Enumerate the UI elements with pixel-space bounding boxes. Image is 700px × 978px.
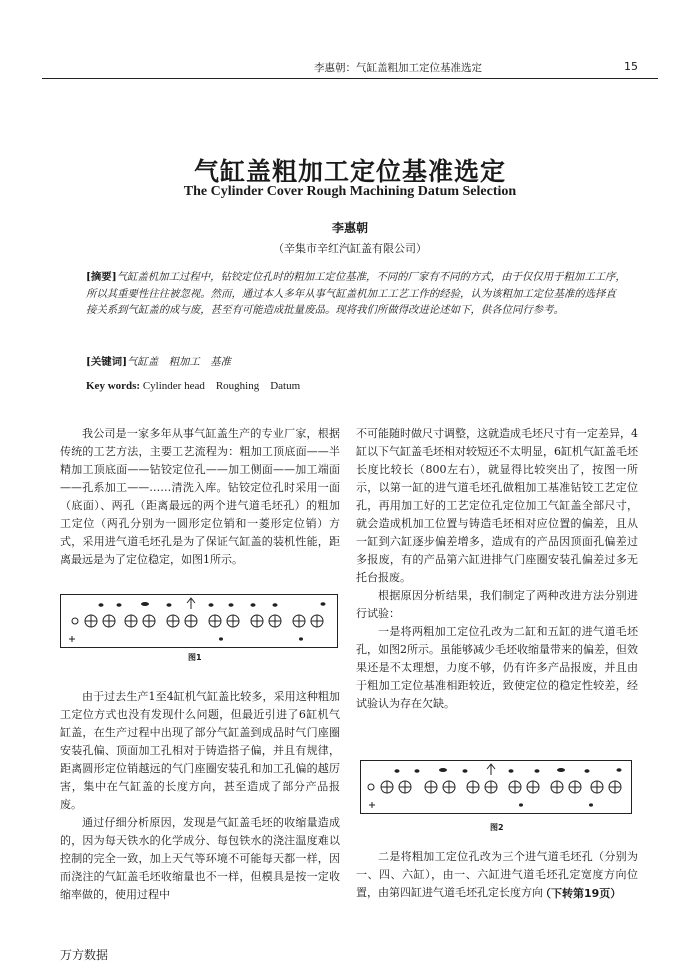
keywords-en [86,377,300,393]
paragraph: 我公司是一家多年从事气缸盖生产的专业厂家，根据传统的工艺方法，主要工艺流程为：粗加工顶底面——半精加工顶底面——钻铰定位孔——加工侧面——加工端面——孔系加工——……清洗入库。钻铰定位孔时采用一面（底面）、两孔（距离最远的两个进气道毛坯孔）的粗加工定位（两孔分别为一圆形定位销和一菱形定位销）方式，采用进气道毛坯孔是为了保证气缸盖的装机性能，距离最远是为了定位稳定，如图1所示。 [60,427,340,566]
article-title-zh: 气缸盖粗加工定位基准选定 [193,157,506,186]
column-1-bottom [60,688,340,904]
running-header [42,60,658,79]
author-name: 李惠朝 [331,221,368,235]
paragraph: 通过仔细分析原因，发现是气缸盖毛坯的收缩量造成的，因为每天铁水的化学成分、每包铁水的浇注温度难以控制的完全一致，加上天气等环境不可能每天都一样，因而浇注的气缸盖毛坯收缩量也不一样，但模具是按一定收缩率做的，使用过程中 [60,816,340,901]
keywords-label: [关键词] [86,356,128,368]
abstract-text: 气缸盖机加工过程中，钻铰定位孔时的粗加工定位基准，不同的厂家有不同的方式，由于仅仅用于粗加工工序，所以其重要性往往被忽视。然而，通过本人多年从事气缸盖机加工工艺工作的经验，认为该粗加工定位基准的选择直接关系到气缸盖的成与废，甚至有可能造成批量废品。现将我们所做得改进论述如下，供各位同行参考。 [86,271,626,316]
keywords-en-label: Key words: [86,380,141,392]
paragraph: 二是将粗加工定位孔改为三个进气道毛坯孔（分别为一、四、六缸），由一、六缸进气道毛坯孔定宽度方向位置，由第四缸进气道毛坯孔定长度方向 [356,850,638,899]
figure-1-drawing [61,595,337,647]
paragraph: 一是将两粗加工定位孔改为二缸和五缸的进气道毛坯孔，如图2所示。虽能够减少毛坯收缩量带来的偏差，但效果还是不太理想，力度不够，仍有许多产品报废，并且由于粗加工定位基准相距较近，致使定位的稳定性较差，经试验认为存在欠缺。 [356,625,638,710]
footer-watermark: 万方数据 [60,948,109,962]
paragraph: 不可能随时做尺寸调整，这就造成毛坯尺寸有一定差异，4缸以下气缸盖毛坯相对较短还不太明显，6缸机气缸盖毛坯长度比较长（800左右），就显得比较突出了，按图一所示，以第一缸的进气道毛坯孔做粗加工基准钻铰工艺定位孔，再用加工好的工艺定位孔定位加工气缸盖全部尺寸，就会造成机加工位置与铸造毛坯相对应位置的偏差，且从一缸到六缸逐步偏差增多，造成有的产品因顶面孔偏差过多报废，有的产品第六缸进排气门座圈安装孔偏差过多无托台报废。 [356,427,638,584]
keywords-zh [86,353,231,368]
continued-note: （下转第19页） [540,887,622,900]
abstract [86,269,626,319]
running-title: 李惠朝：气缸盖粗加工定位基准选定 [314,62,482,74]
article-title-en: The Cylinder Cover Rough Machining Datum Selection [183,184,517,199]
paragraph: 由于过去生产1至4缸机气缸盖比较多，采用这种粗加工定位方式也没有发现什么问题，但最近引进了6缸机气缸盖，在生产过程中出现了部分气缸盖到成品时气门座圈安装孔偏、顶面加工孔相对于铸造搭子偏，并且有规律，距离圆形定位销越远的气门座圈安装孔和加工孔偏的越厉害，集中在气缸盖的长度方向，甚至造成了部分产品报废。 [60,690,340,811]
column-2-top [356,425,638,713]
keywords-en-text: Cylinder head Roughing Datum [142,380,301,392]
figure-2-caption: 图2 [490,823,504,832]
figure-2 [360,760,632,814]
column-1-top [60,425,340,569]
page-number: 15 [624,60,638,73]
author-affiliation: （辛集市辛红汽缸盖有限公司） [273,242,427,255]
figure-2-drawing [361,761,631,813]
abstract-label: [摘要] [86,271,117,283]
figure-1 [60,594,338,648]
paragraph: 根据原因分析结果，我们制定了两种改进方法分别进行试验： [356,589,638,620]
figure-1-caption: 图1 [188,653,202,662]
keywords-text: 气缸盖 粗加工 基准 [127,356,231,368]
